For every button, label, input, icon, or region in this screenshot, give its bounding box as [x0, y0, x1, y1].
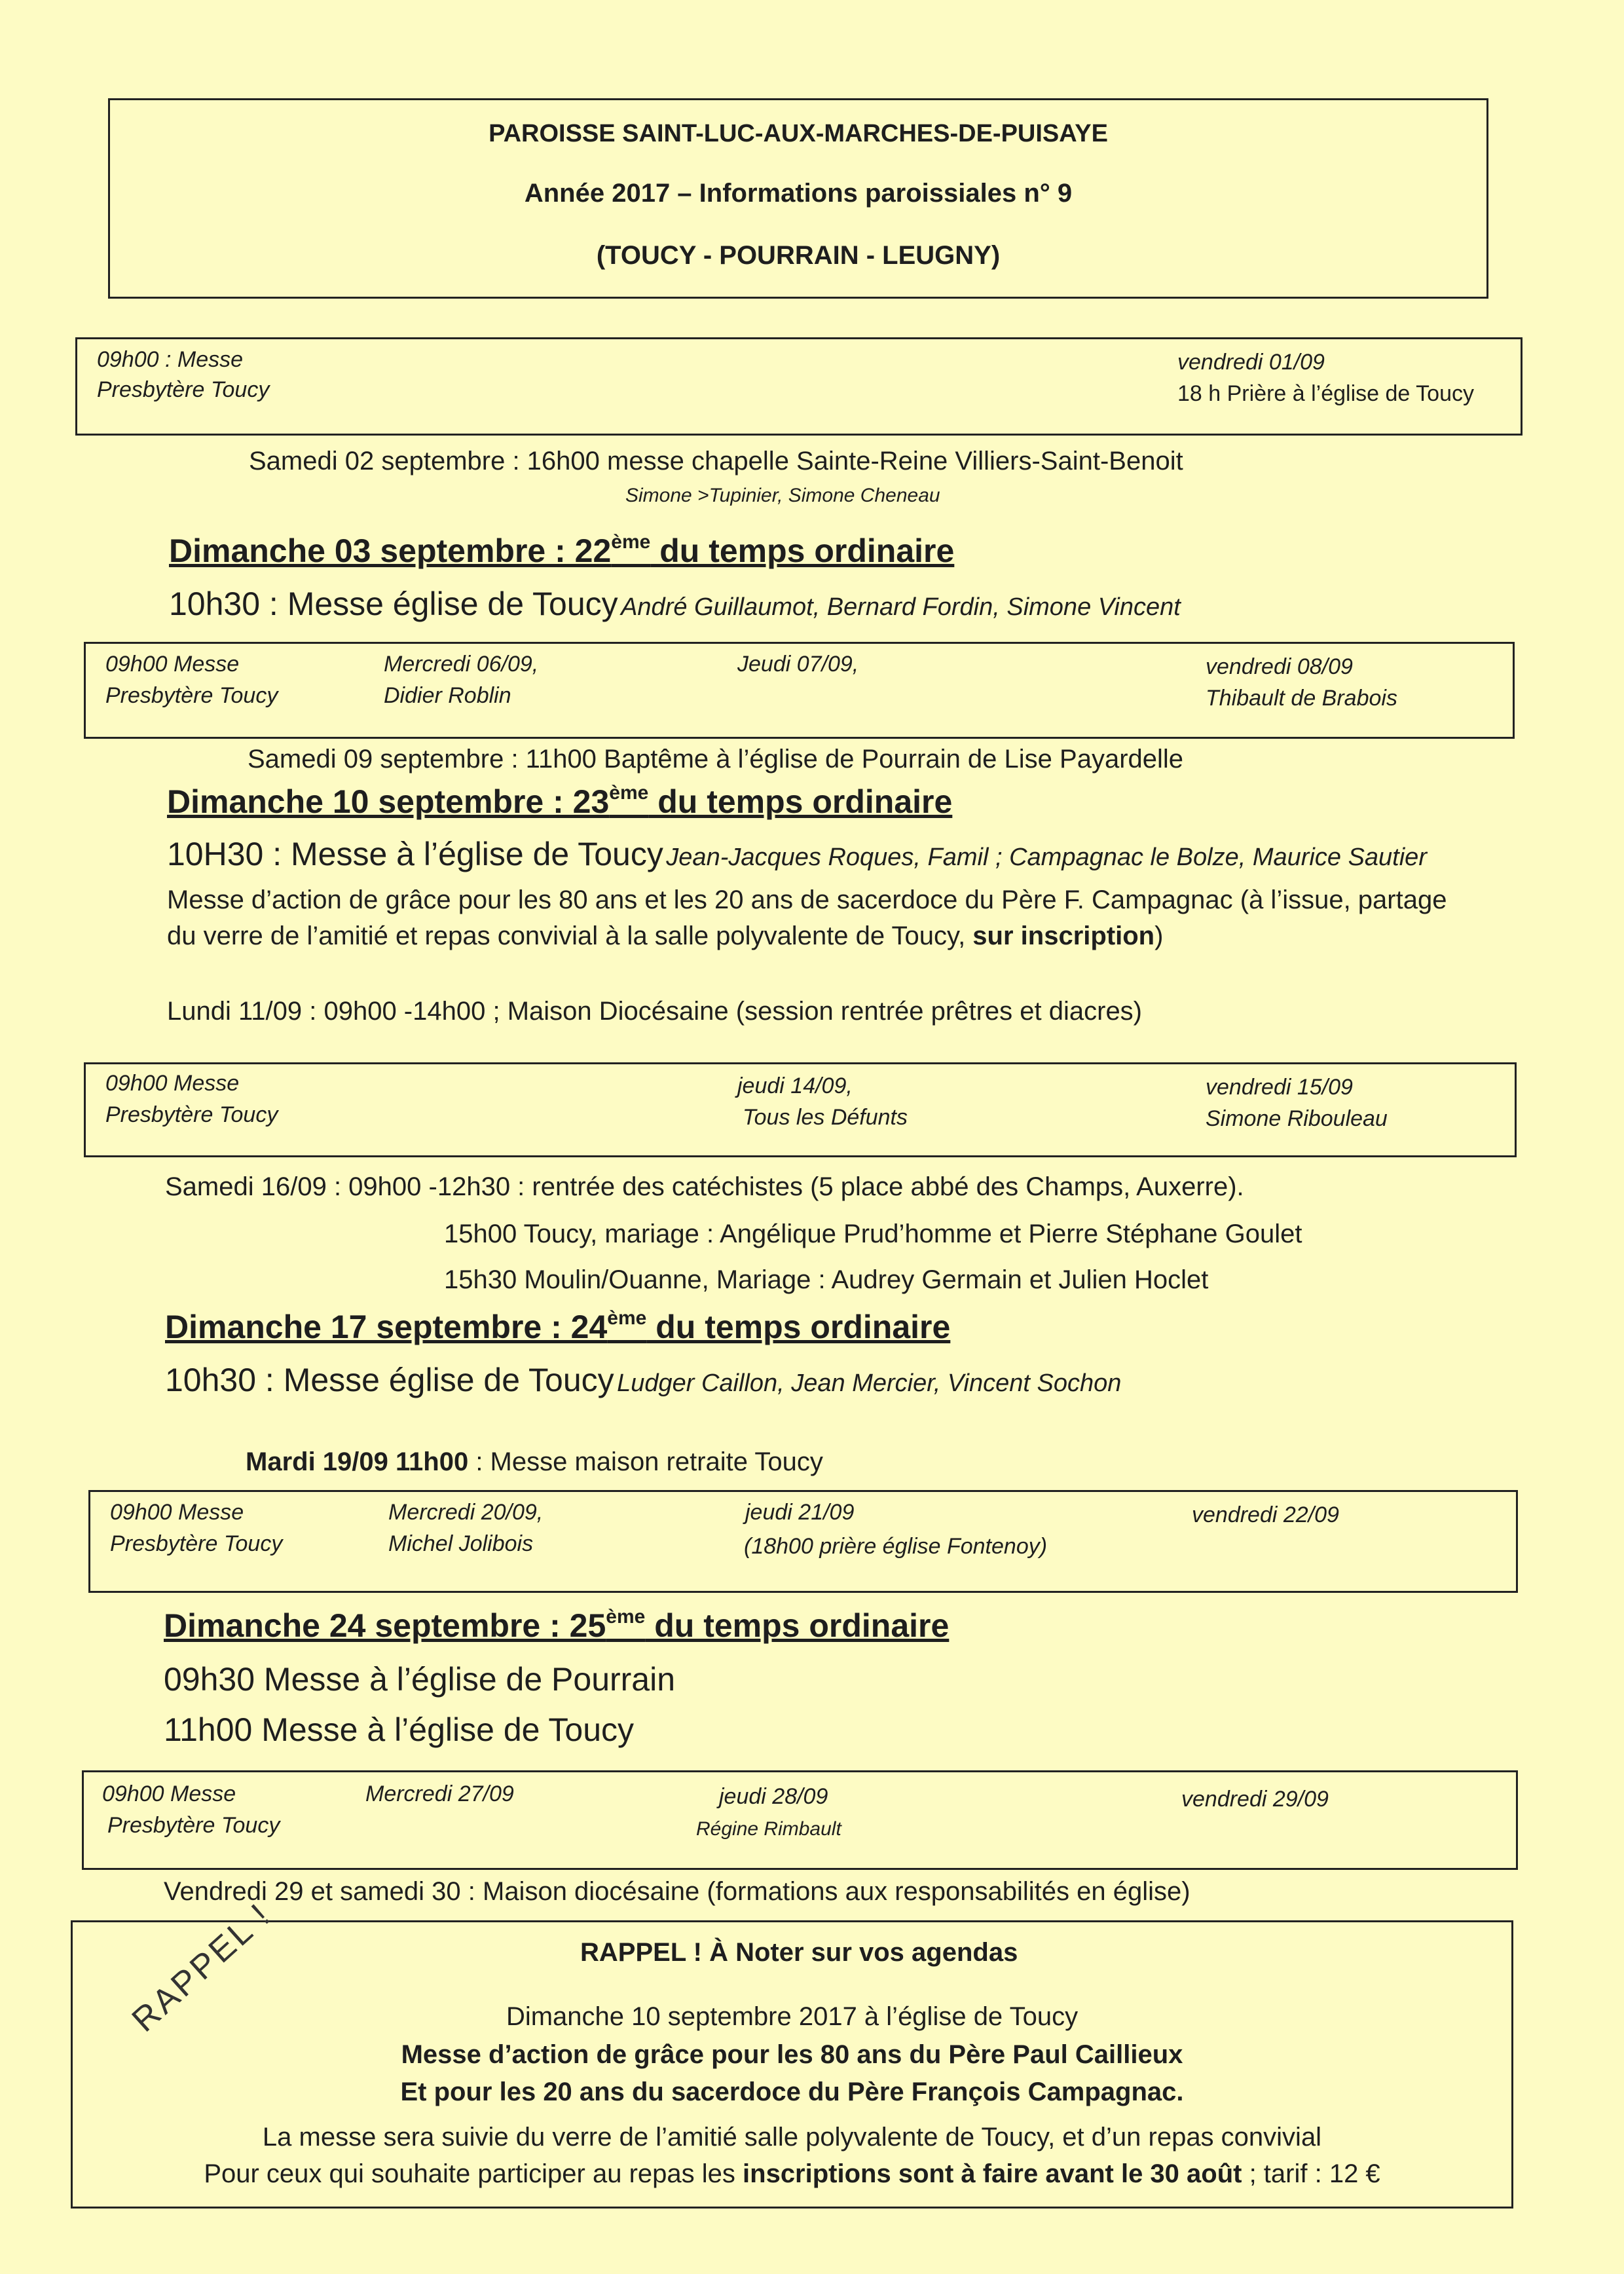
sun10-title-a: Dimanche 10 septembre : 23 — [167, 783, 610, 820]
sun10-title — [167, 783, 952, 821]
sun17-mass-line — [165, 1361, 1121, 1399]
header-box — [108, 98, 1488, 299]
sun10-note2: du verre de l’amitié et repas convivial à la salle polyvalente de Toucy, — [167, 922, 966, 950]
sun24-mass2: 11h00 Messe à l’église de Toucy — [164, 1711, 635, 1748]
weekday-1-col1-line2: Presbytère Toucy — [97, 377, 270, 402]
weekday-4-col2-line1: Mercredi 20/09, — [388, 1500, 544, 1525]
weekday-box-1 — [75, 337, 1522, 436]
weekday-5-col3-line1: jeudi 28/09 — [719, 1784, 828, 1809]
weekday-5-col2-line1: Mercredi 27/09 — [365, 1781, 514, 1806]
weekday-2-col1-line1: 09h00 Messe — [105, 652, 240, 677]
weekday-2-col4-line1: vendredi 08/09 — [1206, 654, 1353, 679]
sat09-line: Samedi 09 septembre : 11h00 Baptême à l’église de Pourrain de Lise Payardelle — [248, 745, 1184, 774]
weekday-3-col4-line2: Simone Ribouleau — [1206, 1106, 1388, 1131]
tue19-rest: : Messe maison retraite Toucy — [468, 1447, 823, 1476]
parish-name: PAROISSE SAINT-LUC-AUX-MARCHES-DE-PUISAYE — [489, 120, 1108, 147]
sat16-line2: 15h00 Toucy, mariage : Angélique Prud’homme et Pierre Stéphane Goulet — [444, 1220, 1302, 1248]
weekday-2-col1-line2: Presbytère Toucy — [105, 683, 278, 708]
weekday-box-2 — [84, 642, 1515, 739]
sun10-title-b: du temps ordinaire — [648, 783, 953, 820]
reminder-title: RAPPEL ! À Noter sur vos agendas — [580, 1938, 1018, 1967]
sun17-title-a: Dimanche 17 septembre : 24 — [165, 1309, 608, 1345]
sun03-title-b: du temps ordinaire — [650, 532, 955, 569]
tue19-line — [246, 1447, 823, 1477]
mon11-line: Lundi 11/09 : 09h00 -14h00 ; Maison Diocésaine (session rentrée prêtres et diacres) — [167, 997, 1143, 1026]
sun17-title — [165, 1308, 950, 1346]
weekday-3-col4-line1: vendredi 15/09 — [1206, 1075, 1353, 1100]
weekday-box-4 — [88, 1490, 1518, 1593]
sun24-title-a: Dimanche 24 septembre : 25 — [164, 1607, 606, 1644]
weekday-1-col4-line2: 18 h Prière à l’église de Toucy — [1177, 381, 1474, 406]
sun03-title-a: Dimanche 03 septembre : 22 — [169, 532, 612, 569]
sun24-title — [164, 1607, 949, 1645]
weekday-4-col4-line1: vendredi 22/09 — [1192, 1502, 1339, 1527]
weekday-2-col2-line2: Didier Roblin — [384, 683, 511, 708]
sun10-intentions: Jean-Jacques Roques, Famil ; Campagnac le Bolze, Maurice Sautier — [666, 844, 1427, 871]
sun03-title-sup: ème — [611, 531, 651, 553]
sat02-line: Samedi 02 septembre : 16h00 messe chapelle Sainte-Reine Villiers-Saint-Benoit — [249, 447, 1183, 475]
weekday-box-5 — [82, 1770, 1518, 1870]
weekday-box-3 — [84, 1062, 1517, 1157]
weekday-5-col1-line2: Presbytère Toucy — [107, 1813, 280, 1838]
issue-title: Année 2017 – Informations paroissiales n° 9 — [524, 179, 1073, 208]
weekday-2-col4-line2: Thibault de Brabois — [1206, 686, 1397, 711]
sun17-intentions: Ludger Caillon, Jean Mercier, Vincent Sochon — [617, 1370, 1122, 1397]
sun17-title-sup: ème — [607, 1307, 647, 1330]
reminder-line1: Dimanche 10 septembre 2017 à l’église de Toucy — [506, 2002, 1079, 2031]
weekday-5-col4-line1: vendredi 29/09 — [1181, 1787, 1329, 1812]
weekday-3-col1-line1: 09h00 Messe — [105, 1071, 240, 1096]
sun17-title-b: du temps ordinaire — [646, 1309, 951, 1345]
weekday-4-col2-line2: Michel Jolibois — [388, 1531, 534, 1556]
sat16-line1: Samedi 16/09 : 09h00 -12h30 : rentrée des catéchistes (5 place abbé des Champs, Auxerre). — [165, 1172, 1244, 1201]
sun03-intentions: André Guillaumot, Bernard Fordin, Simone Vincent — [621, 593, 1181, 621]
sun10-note-line1: Messe d’action de grâce pour les 80 ans et les 20 ans de sacerdoce du Père F. Campagnac (à l’issue, partage — [167, 885, 1447, 914]
reminder-line2: Messe d’action de grâce pour les 80 ans du Père Paul Caillieux — [401, 2040, 1183, 2069]
reminder-line5 — [73, 2159, 1511, 2189]
sun24-title-b: du temps ordinaire — [645, 1607, 950, 1644]
sun17-mass: 10h30 : Messe église de Toucy — [165, 1362, 614, 1398]
weekday-5-col1-line1: 09h00 Messe — [102, 1781, 236, 1806]
sun24-title-sup: ème — [606, 1606, 646, 1628]
reminder-line5-c: ; tarif : 12 € — [1242, 2159, 1380, 2188]
sun10-note-line2 — [167, 922, 1163, 951]
rappel-stamp: RAPPEL ! — [124, 1895, 279, 2040]
reminder-line5-bold: inscriptions sont à faire avant le 30 août — [735, 2159, 1242, 2188]
sun03-title — [169, 532, 954, 570]
weekday-3-col1-line2: Presbytère Toucy — [105, 1102, 278, 1127]
sun24-mass1: 09h30 Messe à l’église de Pourrain — [164, 1661, 676, 1698]
sun10-mass-line — [167, 835, 1427, 873]
reminder-line4: La messe sera suivie du verre de l’amitié salle polyvalente de Toucy, et d’un repas convivial — [262, 2123, 1322, 2152]
fri29-line: Vendredi 29 et samedi 30 : Maison diocésaine (formations aux responsabilités en église) — [164, 1877, 1190, 1906]
weekday-2-col3-line1: Jeudi 07/09, — [737, 652, 859, 677]
weekday-4-col1-line2: Presbytère Toucy — [110, 1531, 283, 1556]
weekday-3-col3-line2: Tous les Défunts — [743, 1105, 908, 1130]
reminder-line3: Et pour les 20 ans du sacerdoce du Père François Campagnac. — [400, 2078, 1184, 2106]
reminder-box — [71, 1920, 1513, 2209]
weekday-4-col1-line1: 09h00 Messe — [110, 1500, 244, 1525]
weekday-3-col3-line1: jeudi 14/09, — [737, 1073, 853, 1098]
sun10-title-sup: ème — [609, 782, 649, 804]
weekday-4-col3-line2: (18h00 prière église Fontenoy) — [744, 1534, 1048, 1559]
reminder-line5-a: Pour ceux qui souhaite participer au repas les — [204, 2159, 735, 2188]
sun10-mass: 10H30 : Messe à l’église de Toucy — [167, 836, 663, 872]
towns: (TOUCY - POURRAIN - LEUGNY) — [596, 241, 1001, 270]
weekday-2-col2-line1: Mercredi 06/09, — [384, 652, 539, 677]
sat16-line3: 15h30 Moulin/Ouanne, Mariage : Audrey Germain et Julien Hoclet — [444, 1265, 1209, 1294]
weekday-4-col3-line1: jeudi 21/09 — [745, 1500, 855, 1525]
sun03-mass: 10h30 : Messe église de Toucy — [169, 586, 618, 622]
sun10-note2-bold: sur inscription — [965, 922, 1155, 950]
sun03-mass-line — [169, 585, 1181, 623]
sat02-intentions: Simone >Tupinier, Simone Cheneau — [625, 485, 940, 506]
sun10-note2-end: ) — [1154, 922, 1164, 950]
weekday-1-col1-line1: 09h00 : Messe — [97, 347, 244, 372]
tue19-label: Mardi 19/09 11h00 — [246, 1447, 469, 1476]
weekday-5-col3-line2: Régine Rimbault — [696, 1818, 841, 1840]
weekday-1-col4-line1: vendredi 01/09 — [1177, 350, 1325, 375]
